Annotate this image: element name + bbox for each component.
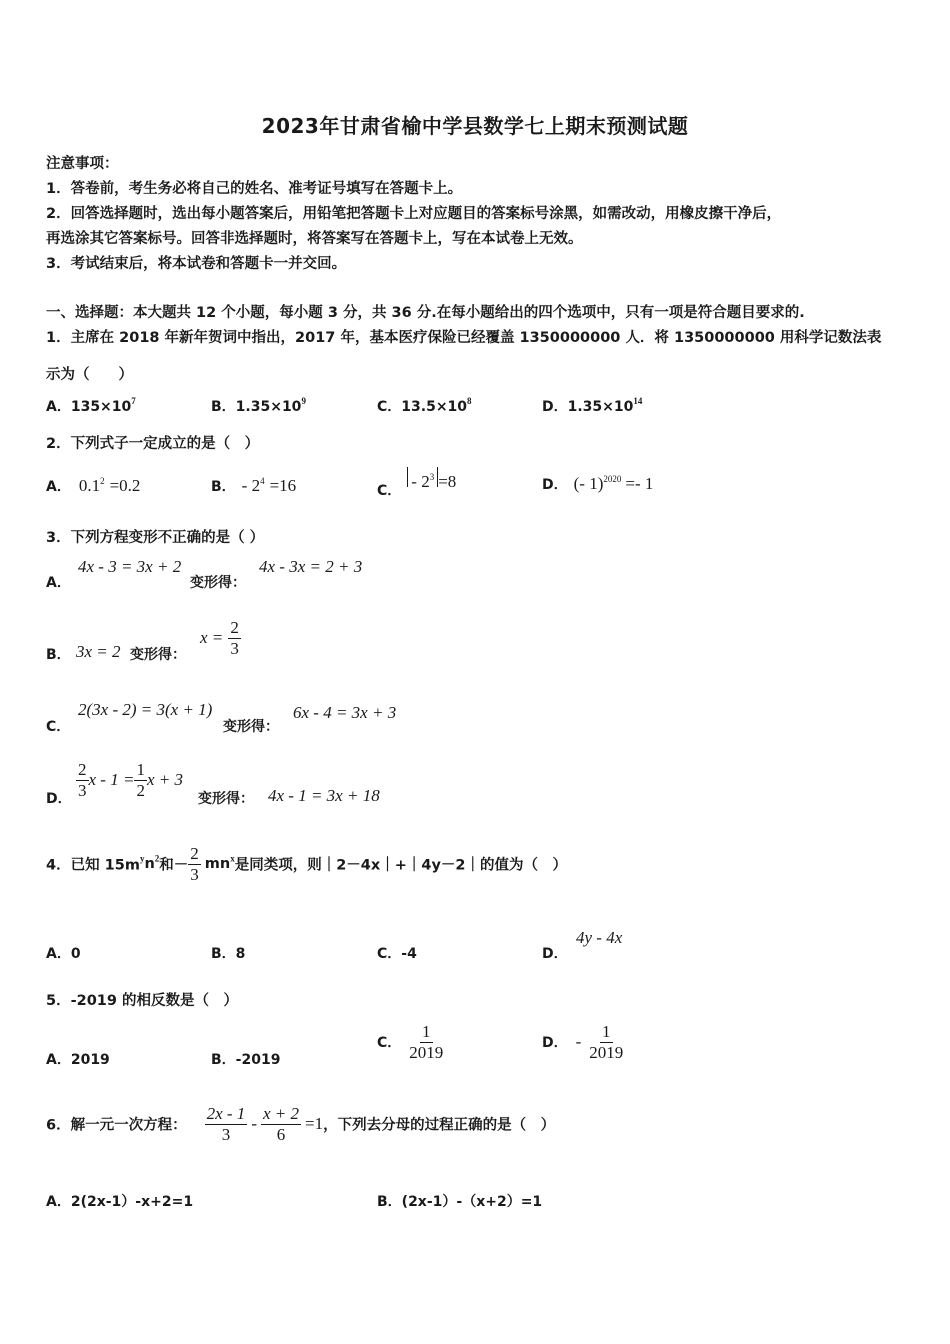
q2-option-d: D． (- 1)$^{2020}$ =- 1	[542, 474, 654, 493]
q3-option-a-to: 4x - 3x = 2 + 3	[259, 557, 363, 576]
q3-option-c-label: C．	[46, 719, 71, 735]
notice-item-2: 2．回答选择题时，选出每小题答案后，用铅笔把答题卡上对应题目的答案标号涂黑，如需改动，用橡皮擦干净后，	[46, 206, 782, 222]
q3-option-a-from: 4x - 3 = 3x + 2	[78, 557, 182, 576]
q5-option-a: A．2019	[46, 1052, 110, 1068]
q6-option-a: A．2(2x-1）-x+2=1	[46, 1194, 194, 1210]
question-5-stem: 5．-2019 的相反数是（ ）	[46, 993, 239, 1009]
q3-option-b-from: 3x = 2	[76, 642, 121, 661]
q4-option-d-label: D．	[542, 946, 568, 962]
notice-item-2-cont: 再选涂其它答案标号。回答非选择题时，将答案写在答题卡上，写在本试卷上无效。	[46, 231, 583, 247]
q4-option-d: 4y - 4x	[576, 928, 623, 947]
q4-option-a: A．0	[46, 946, 81, 962]
q3-option-c-to: 6x - 4 = 3x + 3	[293, 703, 397, 722]
q4-option-b: B．8	[211, 946, 246, 962]
q3-option-b-to: x = $\frac{2}{3}$	[200, 618, 239, 658]
q3-option-d-to: 4x - 1 = 3x + 18	[268, 786, 380, 805]
question-4-stem: 4．已知 $15m^yn^2$和－ $\frac{2}{3}$ $mn^x$是同类项，则｜2－4x｜+｜4y－2｜的值为（ ）	[46, 844, 568, 884]
q3-option-d-label: D．	[46, 791, 72, 807]
q3-option-a-transform: 变形得：	[190, 575, 246, 591]
page-title: 2023年甘肃省榆中学县数学七上期末预测试题	[261, 114, 689, 138]
q3-option-b-transform: 变形得：	[130, 647, 186, 663]
q1-option-a: A．$135\times 10^7$	[46, 396, 136, 415]
section-heading: 一、选择题：本大题共 12 个小题，每小题 3 分，共 36 分.在每小题给出的四个选项中，只有一项是符合题目要求的.	[46, 305, 805, 321]
q5-option-c: C． $\frac{1}{2019}$	[377, 1022, 444, 1062]
q1-option-b: B．$1.35\times 10^9$	[211, 396, 306, 415]
q2-option-a: A． $0.1^2 =0.2$	[46, 476, 141, 495]
q2-option-c: C． - $2^3 =8$	[377, 467, 456, 500]
q3-option-d-transform: 变形得：	[198, 791, 254, 807]
notice-item-1: 1．答卷前，考生务必将自己的姓名、准考证号填写在答题卡上。	[46, 181, 463, 197]
question-1-stem-cont: 示为（ ）	[46, 367, 133, 383]
question-1-stem: 1．主席在 2018 年新年贺词中指出，2017 年，基本医疗保险已经覆盖 1350000000 人．将 1350000000 用科学记数法表	[46, 330, 882, 346]
q5-option-b: B．-2019	[211, 1052, 281, 1068]
q1-option-c: C．$13.5\times 10^8$	[377, 396, 472, 415]
q3-option-c-from: 2(3x - 2) = 3(x + 1)	[78, 700, 213, 719]
q5-option-d: D． - $\frac{1}{2019}$	[542, 1022, 624, 1062]
q6-option-b: B．(2x-1）-（x+2）=1	[377, 1194, 543, 1210]
q3-option-c-transform: 变形得：	[223, 719, 279, 735]
question-6-stem: 6．解一元一次方程： $\frac{2x - 1}{3}$ - $\frac{x + 2}{6}$ =1，下列去分母的过程正确的是（ ）	[46, 1104, 556, 1144]
notice-item-3: 3．考试结束后，将本试卷和答题卡一并交回。	[46, 256, 347, 272]
notice-heading: 注意事项：	[46, 156, 119, 172]
q2-option-b: B． - $2^4 =16$	[211, 476, 297, 495]
q3-option-b-label: B．	[46, 647, 71, 663]
q3-option-a-label: A．	[46, 575, 71, 591]
q4-option-c: C．-4	[377, 946, 417, 962]
question-2-stem: 2．下列式子一定成立的是（ ）	[46, 436, 260, 452]
question-3-stem: 3．下列方程变形不正确的是（ ）	[46, 530, 265, 546]
q1-option-d: D．$1.35\times 10^{14}$	[542, 396, 643, 415]
q3-option-d-from: $\frac{2}{3}$ x - 1 = $\frac{1}{2}$ x + 3	[78, 760, 183, 800]
